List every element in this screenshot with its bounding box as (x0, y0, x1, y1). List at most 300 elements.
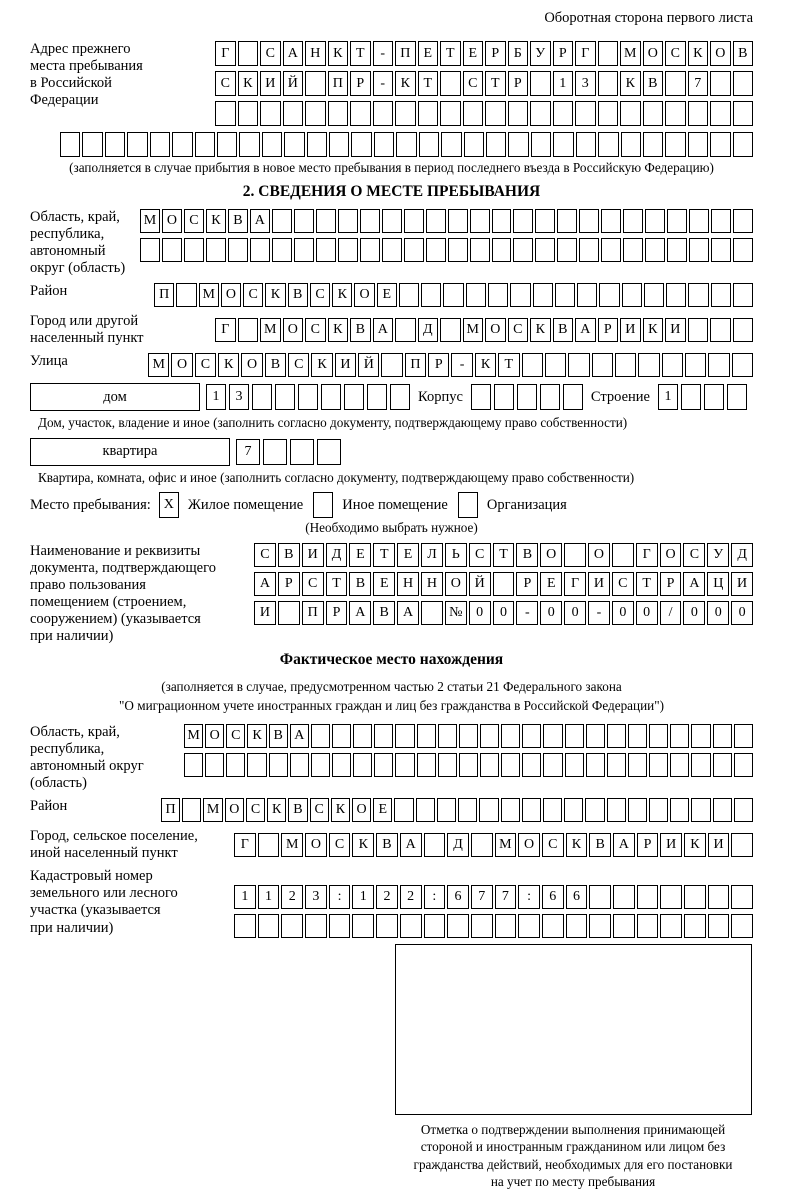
label-line: помещением (строением, (30, 593, 187, 610)
char-box (464, 132, 484, 157)
stroenie-grid (658, 384, 747, 410)
char-box: 7 (688, 71, 709, 96)
char-box (395, 318, 416, 342)
char-box (733, 71, 754, 96)
char-box: О (660, 543, 682, 567)
char-box: О (205, 724, 224, 748)
char-box: Р (598, 318, 619, 342)
char-box: Н (397, 572, 419, 596)
char-box (649, 753, 668, 777)
char-box (662, 353, 683, 377)
char-box: В (350, 318, 371, 342)
char-box (731, 914, 753, 938)
char-box (598, 101, 619, 126)
char-box: Д (326, 543, 348, 567)
char-box (568, 353, 589, 377)
char-grid-row (234, 914, 753, 938)
checkbox-residential: X (159, 492, 179, 518)
char-box (440, 318, 461, 342)
char-box (733, 209, 753, 233)
char-box: 3 (305, 885, 327, 909)
char-box (275, 384, 295, 410)
char-box (417, 724, 436, 748)
char-box (305, 914, 327, 938)
char-box: 0 (731, 601, 753, 625)
char-box (689, 209, 709, 233)
char-box: 1 (206, 384, 226, 410)
char-box: Р (278, 572, 300, 596)
char-box (458, 798, 477, 822)
char-box (416, 798, 435, 822)
char-box (691, 724, 710, 748)
char-box (710, 71, 731, 96)
char-box (691, 798, 710, 822)
char-box (598, 41, 619, 66)
char-box: И (254, 601, 276, 625)
char-box (419, 132, 439, 157)
note-line: (заполняется в случае, предусмотренном частью 2 статьи 21 Федерального закона (161, 679, 622, 695)
char-box: Г (215, 318, 236, 342)
region-actual-grid (184, 724, 753, 777)
char-box: В (228, 209, 248, 233)
char-box: 7 (236, 439, 260, 465)
char-grid-row (215, 101, 753, 126)
char-box (563, 384, 583, 410)
char-box: Д (447, 833, 469, 857)
stay-type-row (30, 492, 753, 518)
char-box (530, 101, 551, 126)
char-box (681, 384, 701, 410)
char-box (127, 132, 147, 157)
char-box: К (328, 318, 349, 342)
char-box (545, 353, 566, 377)
prev-address-label (30, 41, 215, 109)
prev-address-note: (заполняется в случае прибытия в новое место пребывания в период последнего въезда в Российскую Федерацию) (69, 160, 714, 175)
char-box: К (218, 353, 239, 377)
char-box (586, 724, 605, 748)
char-box (711, 238, 731, 262)
korpus-label: Корпус (418, 388, 463, 405)
char-box (644, 283, 664, 307)
char-grid-row (140, 209, 753, 233)
char-box (400, 914, 422, 938)
char-box: Т (373, 543, 395, 567)
char-box (396, 132, 416, 157)
char-box: 1 (658, 384, 678, 410)
char-box (307, 132, 327, 157)
char-box (533, 283, 553, 307)
char-box (501, 798, 520, 822)
char-box (628, 798, 647, 822)
char-box (485, 101, 506, 126)
char-box (488, 283, 508, 307)
char-box: М (463, 318, 484, 342)
char-box (621, 132, 641, 157)
char-box (708, 353, 729, 377)
char-box: П (395, 41, 416, 66)
label-line: Адрес прежнего (30, 41, 131, 57)
street-label: Улица (30, 353, 68, 370)
char-box (564, 543, 586, 567)
checkbox-other-premises (313, 492, 333, 518)
char-box: А (373, 318, 394, 342)
char-box: № (445, 601, 467, 625)
char-box (480, 753, 499, 777)
char-box (395, 724, 414, 748)
label-line: округ (область) (30, 259, 126, 276)
char-grid-row (215, 71, 753, 96)
char-box (566, 914, 588, 938)
char-box (637, 914, 659, 938)
char-box: Р (553, 41, 574, 66)
char-box (508, 132, 528, 157)
char-box (643, 132, 663, 157)
char-box (332, 724, 351, 748)
char-box: Д (418, 318, 439, 342)
char-box: 1 (553, 71, 574, 96)
char-box: М (148, 353, 169, 377)
label-line: места пребывания (30, 58, 143, 75)
char-box (305, 71, 326, 96)
char-box: К (265, 283, 285, 307)
char-box (713, 753, 732, 777)
char-box: К (206, 209, 226, 233)
char-box (643, 101, 664, 126)
house-number-grid (206, 384, 410, 410)
char-box: 0 (612, 601, 634, 625)
stay-type-note: (Необходимо выбрать нужное) (305, 520, 478, 536)
char-box: П (302, 601, 324, 625)
char-box (733, 238, 753, 262)
char-box: Е (373, 798, 392, 822)
char-box: И (302, 543, 324, 567)
field-region-actual (30, 724, 753, 792)
char-box (480, 724, 499, 748)
char-box (290, 753, 309, 777)
char-box (247, 753, 266, 777)
char-box: О (352, 798, 371, 822)
char-box: П (161, 798, 180, 822)
checkbox-organization (458, 492, 478, 518)
char-box (437, 798, 456, 822)
apartment-row (30, 438, 753, 466)
label-line: Федерации (30, 92, 99, 109)
char-box: М (495, 833, 517, 857)
char-box (732, 353, 753, 377)
char-box (471, 833, 493, 857)
char-box (543, 798, 562, 822)
prev-address-grid (215, 41, 753, 126)
char-box (344, 384, 364, 410)
char-box (585, 798, 604, 822)
city-label (30, 313, 215, 347)
char-box (589, 914, 611, 938)
char-box: - (373, 71, 394, 96)
char-box (565, 724, 584, 748)
char-box: 1 (352, 885, 374, 909)
char-box (238, 101, 259, 126)
char-box (317, 439, 341, 465)
char-box (684, 885, 706, 909)
char-box: И (708, 833, 730, 857)
char-box (689, 238, 709, 262)
char-box (734, 724, 753, 748)
char-box: 3 (575, 71, 596, 96)
region-actual-label (30, 724, 184, 792)
label-line: Область, край, (30, 723, 120, 740)
char-box (637, 885, 659, 909)
char-box: С (310, 798, 329, 822)
char-box (258, 914, 280, 938)
char-box (688, 101, 709, 126)
char-box (711, 283, 731, 307)
label-line: Город или другой (30, 312, 139, 329)
char-box (421, 601, 443, 625)
char-box (438, 724, 457, 748)
char-box: А (349, 601, 371, 625)
char-box: С (542, 833, 564, 857)
char-box: О (171, 353, 192, 377)
char-box (638, 353, 659, 377)
char-box: К (311, 353, 332, 377)
char-box: 1 (234, 885, 256, 909)
char-box (665, 101, 686, 126)
char-box (252, 384, 272, 410)
char-box: И (665, 318, 686, 342)
char-box (217, 132, 237, 157)
char-box: 0 (469, 601, 491, 625)
char-box (598, 71, 619, 96)
char-box (228, 238, 248, 262)
char-box (607, 724, 626, 748)
char-grid-row (184, 753, 753, 777)
char-box (733, 318, 754, 342)
char-box: 2 (400, 885, 422, 909)
char-box (471, 384, 491, 410)
char-box (645, 209, 665, 233)
char-box: К (238, 71, 259, 96)
korpus-grid (471, 384, 583, 410)
field-district (30, 283, 753, 307)
char-box (522, 798, 541, 822)
char-box: К (688, 41, 709, 66)
char-box (579, 238, 599, 262)
char-box: С (288, 353, 309, 377)
field-city (30, 313, 753, 347)
char-grid-row (254, 543, 753, 567)
char-box: Й (283, 71, 304, 96)
char-box (522, 753, 541, 777)
char-box (374, 132, 394, 157)
char-box (486, 132, 506, 157)
char-box: К (331, 798, 350, 822)
char-box (182, 798, 201, 822)
char-box (351, 132, 371, 157)
char-box: К (643, 318, 664, 342)
label-line: Область, край, (30, 208, 120, 225)
char-box: И (335, 353, 356, 377)
char-box (374, 724, 393, 748)
char-box (553, 132, 573, 157)
char-box (557, 238, 577, 262)
char-box: Г (564, 572, 586, 596)
char-box (731, 885, 753, 909)
char-box (607, 753, 626, 777)
char-box: К (684, 833, 706, 857)
char-box (557, 209, 577, 233)
char-box: В (269, 724, 288, 748)
cadastral-label (30, 868, 234, 936)
char-box: К (328, 41, 349, 66)
char-box: М (203, 798, 222, 822)
char-box (565, 753, 584, 777)
apartment-type-box: квартира (30, 438, 230, 466)
char-box (622, 283, 642, 307)
char-box: О (241, 353, 262, 377)
char-box: - (373, 41, 394, 66)
char-box (250, 238, 270, 262)
char-box: С (612, 572, 634, 596)
char-box: Р (508, 71, 529, 96)
char-box: Ц (707, 572, 729, 596)
char-box (665, 71, 686, 96)
char-box: К (352, 833, 374, 857)
house-note: Дом, участок, владение и иное (заполнить согласно документу, подтверждающему право собственности) (38, 415, 628, 431)
char-box: Е (463, 41, 484, 66)
char-box (60, 132, 80, 157)
char-box (471, 914, 493, 938)
char-box (294, 209, 314, 233)
char-box (710, 132, 730, 157)
caption-line: Отметка о подтверждении выполнения принимающей (420, 1122, 726, 1138)
char-box (238, 318, 259, 342)
char-box: М (260, 318, 281, 342)
char-box: И (660, 833, 682, 857)
char-box (665, 132, 685, 157)
char-box (613, 914, 635, 938)
char-box (708, 914, 730, 938)
char-box: Е (373, 572, 395, 596)
char-box (518, 914, 540, 938)
char-box: Р (428, 353, 449, 377)
char-box (329, 914, 351, 938)
char-box (513, 209, 533, 233)
label-line: в Российской (30, 75, 112, 92)
char-box (269, 753, 288, 777)
page-header: Оборотная сторона первого листа (544, 10, 753, 26)
char-box: М (184, 724, 203, 748)
char-box: С (305, 318, 326, 342)
char-box: - (451, 353, 472, 377)
char-box (575, 101, 596, 126)
char-box: М (620, 41, 641, 66)
char-box: Е (377, 283, 397, 307)
char-box (448, 209, 468, 233)
label-line: участка (указывается (30, 902, 161, 919)
char-box: В (278, 543, 300, 567)
char-box (713, 798, 732, 822)
char-box: И (260, 71, 281, 96)
char-box: 0 (564, 601, 586, 625)
char-box: Т (493, 543, 515, 567)
field-cadastral-number (30, 868, 753, 938)
char-box (579, 209, 599, 233)
char-box: О (221, 283, 241, 307)
cadastral-grid (234, 885, 753, 938)
char-box: 0 (540, 601, 562, 625)
char-box: А (397, 601, 419, 625)
char-box: В (589, 833, 611, 857)
char-box: С (254, 543, 276, 567)
char-box (441, 132, 461, 157)
char-box (522, 724, 541, 748)
section3-title: Фактическое место нахождения (279, 651, 504, 669)
char-box: К (475, 353, 496, 377)
char-box (140, 238, 160, 262)
label-line: при наличии) (30, 919, 114, 936)
char-box (316, 209, 336, 233)
char-box: О (710, 41, 731, 66)
char-box (382, 238, 402, 262)
char-box (226, 753, 245, 777)
char-box (172, 132, 192, 157)
char-box: А (283, 41, 304, 66)
char-grid-row (254, 601, 753, 625)
char-box (424, 914, 446, 938)
char-box (589, 885, 611, 909)
char-box: 6 (447, 885, 469, 909)
char-box (195, 132, 215, 157)
char-box (660, 885, 682, 909)
char-box: Е (397, 543, 419, 567)
char-box (535, 238, 555, 262)
char-box (508, 101, 529, 126)
ownership-document-grid (254, 543, 753, 625)
char-box (298, 384, 318, 410)
section3-note (30, 677, 753, 715)
char-box: Т (498, 353, 519, 377)
char-box (553, 101, 574, 126)
char-box (666, 283, 686, 307)
char-box (321, 384, 341, 410)
char-box (417, 753, 436, 777)
char-box (492, 209, 512, 233)
char-box (501, 753, 520, 777)
char-box (404, 209, 424, 233)
char-box (184, 238, 204, 262)
char-box (329, 132, 349, 157)
char-box (311, 753, 330, 777)
char-box: И (620, 318, 641, 342)
char-box: Б (508, 41, 529, 66)
char-box: К (247, 724, 266, 748)
char-box (426, 209, 446, 233)
char-box: / (660, 601, 682, 625)
char-box (316, 238, 336, 262)
char-box (374, 753, 393, 777)
label-line: иной населенный пункт (30, 845, 178, 862)
char-box (688, 283, 708, 307)
char-box: 7 (471, 885, 493, 909)
char-box: О (225, 798, 244, 822)
char-box: 7 (495, 885, 517, 909)
char-box: И (588, 572, 610, 596)
field-district-actual (30, 798, 753, 822)
char-box (350, 101, 371, 126)
char-box: С (260, 41, 281, 66)
char-box (670, 798, 689, 822)
char-box (352, 914, 374, 938)
